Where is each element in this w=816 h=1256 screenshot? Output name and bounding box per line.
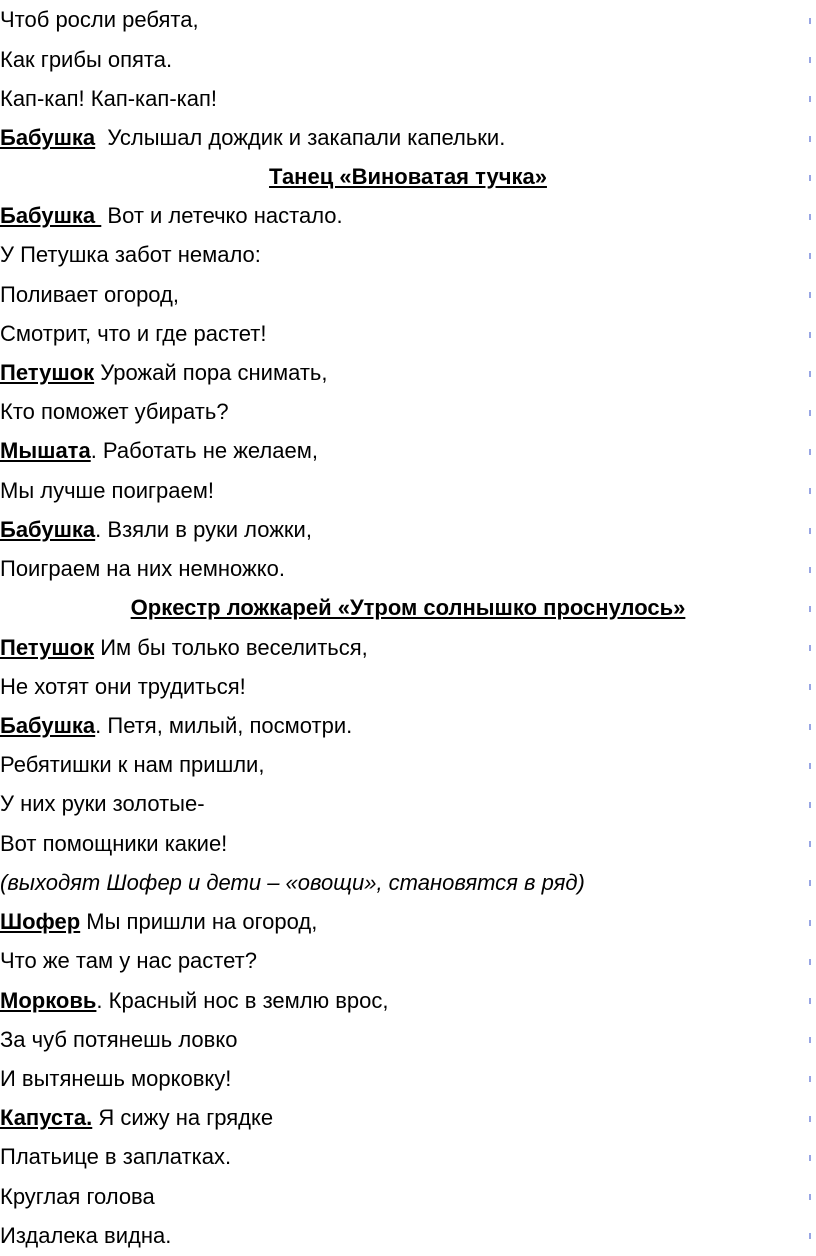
margin-mark xyxy=(808,839,814,849)
dialogue-text: . Взяли в руки ложки, xyxy=(95,517,312,542)
dialogue-line xyxy=(0,1100,273,1136)
speaker-name: Бабушка xyxy=(0,517,96,542)
margin-mark xyxy=(808,604,814,614)
text-line: Поливает огород, xyxy=(0,282,180,307)
dialogue-line xyxy=(0,630,368,666)
section-heading: Танец «Виноватая тучка» xyxy=(269,164,547,189)
text-line: И вытянешь морковку! xyxy=(0,1066,232,1091)
speaker-name: Морковь xyxy=(0,988,97,1013)
margin-mark xyxy=(808,55,814,65)
margin-mark xyxy=(808,447,814,457)
dialogue-text: . Красный нос в землю врос, xyxy=(96,988,389,1013)
margin-mark xyxy=(808,761,814,771)
text-line: Смотрит, что и где растет! xyxy=(0,321,267,346)
dialogue-text: Урожай пора снимать, xyxy=(94,360,328,385)
margin-mark xyxy=(808,1153,814,1163)
margin-mark xyxy=(808,251,814,261)
dialogue-text: Я сижу на грядке xyxy=(92,1105,274,1130)
text-line: У них руки золотые- xyxy=(0,791,205,816)
dialogue-text: Вот и летечко настало. xyxy=(101,203,343,228)
margin-mark xyxy=(808,1035,814,1045)
text-line: У Петушка забот немало: xyxy=(0,242,261,267)
dialogue-text: . Петя, милый, посмотри. xyxy=(95,713,353,738)
dialogue-text: . Работать не желаем, xyxy=(90,438,318,463)
text-line: Как грибы опята. xyxy=(0,47,173,72)
text-line: Издалека видна. xyxy=(0,1223,172,1248)
speaker-name: Петушок xyxy=(0,635,95,660)
section-heading: Оркестр ложкарей «Утром солнышко проснулось» xyxy=(130,595,686,620)
speaker-name: Бабушка xyxy=(0,203,102,228)
dialogue-line xyxy=(0,983,389,1019)
dialogue-line xyxy=(0,433,318,469)
margin-mark xyxy=(808,408,814,418)
text-line: Круглая голова xyxy=(0,1184,155,1209)
text-line: Платьице в заплатках. xyxy=(0,1144,232,1169)
speaker-name: Мышата xyxy=(0,438,91,463)
margin-mark xyxy=(808,1192,814,1202)
speaker-name: Капуста. xyxy=(0,1105,93,1130)
margin-mark xyxy=(808,526,814,536)
speaker-name: Бабушка xyxy=(0,125,96,150)
margin-mark xyxy=(808,369,814,379)
margin-mark xyxy=(808,800,814,810)
margin-mark xyxy=(808,330,814,340)
dialogue-line xyxy=(0,512,312,548)
margin-mark xyxy=(808,173,814,183)
dialogue-text: Им бы только веселиться, xyxy=(94,635,368,660)
text-line: Ребятишки к нам пришли, xyxy=(0,752,265,777)
margin-mark xyxy=(808,1074,814,1084)
margin-mark xyxy=(808,1114,814,1124)
dialogue-text: Мы пришли на огород, xyxy=(80,909,318,934)
margin-mark xyxy=(808,878,814,888)
margin-mark xyxy=(808,996,814,1006)
text-line: Не хотят они трудиться! xyxy=(0,674,246,699)
margin-mark xyxy=(808,722,814,732)
margin-marks xyxy=(806,0,814,1256)
text-line: Кто поможет убирать? xyxy=(0,399,229,424)
text-line: Поиграем на них немножко. xyxy=(0,556,285,581)
margin-mark xyxy=(808,643,814,653)
text-line: Вот помощники какие! xyxy=(0,831,228,856)
speaker-name: Шофер xyxy=(0,909,81,934)
speaker-name: Петушок xyxy=(0,360,95,385)
margin-mark xyxy=(808,16,814,26)
margin-mark xyxy=(808,134,814,144)
margin-mark xyxy=(808,957,814,967)
margin-mark xyxy=(808,290,814,300)
text-line: За чуб потянешь ловко xyxy=(0,1027,238,1052)
margin-mark xyxy=(808,212,814,222)
text-line: Кап-кап! Кап-кап-кап! xyxy=(0,86,218,111)
dialogue-text: Услышал дождик и закапали капельки. xyxy=(95,125,506,150)
speaker-name: Бабушка xyxy=(0,713,96,738)
dialogue-line xyxy=(0,904,317,940)
margin-mark xyxy=(808,918,814,928)
margin-mark xyxy=(808,486,814,496)
margin-mark xyxy=(808,565,814,575)
margin-mark xyxy=(808,94,814,104)
text-line: Чтоб росли ребята, xyxy=(0,7,199,32)
dialogue-line xyxy=(0,120,505,156)
margin-mark xyxy=(808,1231,814,1241)
stage-direction: (выходят Шофер и дети – «овощи», становятся в ряд) xyxy=(0,870,585,895)
text-line: Мы лучше поиграем! xyxy=(0,478,214,503)
text-line: Что же там у нас растет? xyxy=(0,948,257,973)
dialogue-line xyxy=(0,198,343,234)
dialogue-line xyxy=(0,708,352,744)
margin-mark xyxy=(808,682,814,692)
dialogue-line xyxy=(0,355,327,391)
